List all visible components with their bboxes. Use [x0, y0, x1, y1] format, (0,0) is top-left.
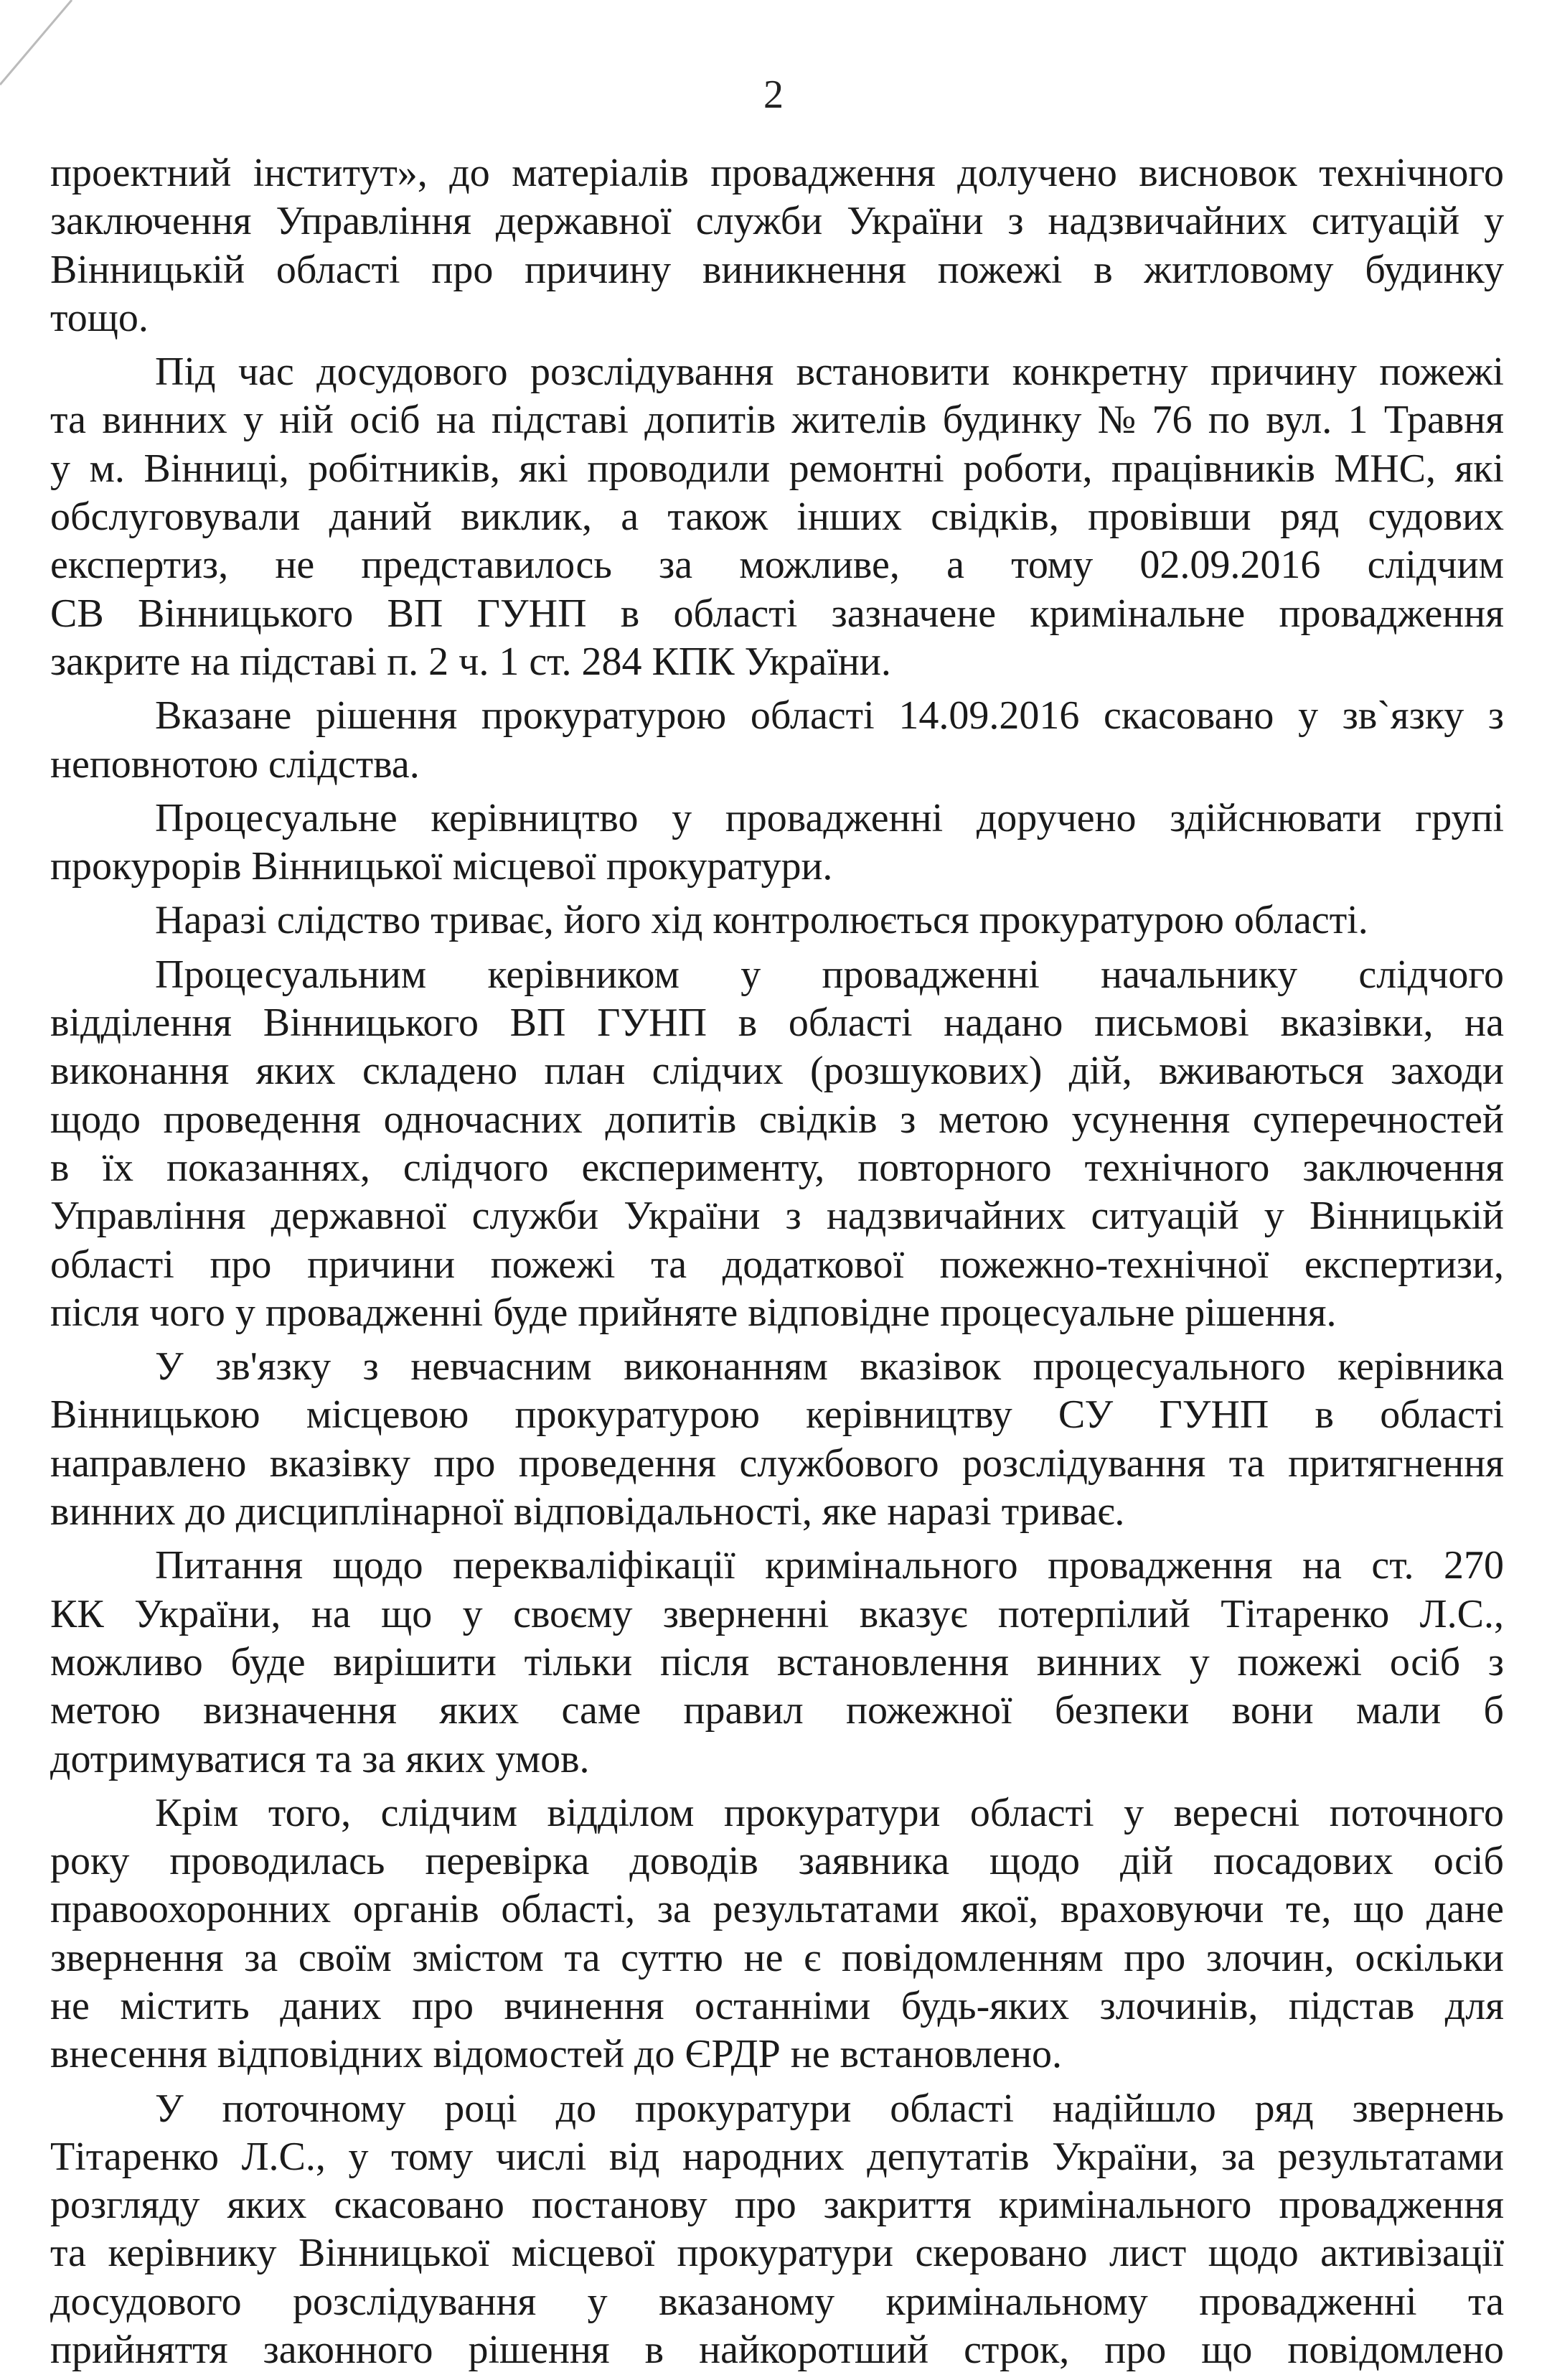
text-line-content: Під час досудового розслідування встановити конкретну причину пожежі	[155, 350, 1504, 395]
paragraph	[50, 1343, 1504, 1536]
text-line	[50, 493, 1504, 541]
text-line-content: СВ Вінницького ВП ГУНП в області зазначене кримінальне провадження	[50, 591, 1504, 636]
text-line	[50, 1343, 1504, 1391]
text-line	[50, 1590, 1504, 1639]
text-line	[50, 2326, 1504, 2374]
text-line	[50, 348, 1504, 396]
paragraph	[50, 896, 1504, 945]
text-line	[50, 294, 1504, 342]
text-line-content: та керівнику Вінницької місцевої прокуратури скеровано лист щодо активізації	[50, 2231, 1504, 2276]
text-line-content: обслуговували даний виклик, а також інших свідків, провівши ряд судових	[50, 495, 1504, 540]
text-line	[50, 2133, 1504, 2181]
text-line-content: експертиз, не представилось за можливе, а тому 02.09.2016 слідчим	[50, 543, 1504, 588]
text-line-content: звернення за своїм змістом та суттю не є повідомленням про злочин, оскільки	[50, 1935, 1504, 1980]
text-line-content: та винних у ній осіб на підставі допитів жителів будинку № 76 по вул. 1 Травня	[50, 398, 1504, 443]
text-line	[50, 1687, 1504, 1735]
text-line	[50, 896, 1504, 945]
text-line	[50, 2030, 1504, 2079]
text-line	[50, 1639, 1504, 1687]
text-line-content: Управління державної служби України з надзвичайних ситуацій у Вінницькій	[50, 1194, 1504, 1239]
text-line-content: року проводилась перевірка доводів заявника щодо дій посадових осіб	[50, 1839, 1504, 1884]
text-line-content: дотримуватися та за яких умов.	[50, 1736, 590, 1781]
text-line-content: Вказане рішення прокуратурою області 14.09.2016 скасовано у зв`язку з	[155, 693, 1504, 739]
text-line-content: неповнотою слідства.	[50, 741, 420, 787]
text-line	[50, 246, 1504, 294]
text-line	[50, 197, 1504, 245]
text-line	[50, 396, 1504, 444]
text-line	[50, 1144, 1504, 1192]
text-line	[50, 2181, 1504, 2229]
paragraph	[50, 1789, 1504, 2079]
text-line-content: не містить даних про вчинення останніми будь-яких злочинів, підстав для	[50, 1983, 1504, 2028]
text-line	[50, 1289, 1504, 1337]
text-line	[50, 999, 1504, 1047]
text-line-content: Тітаренко Л.С., у тому числі від народних депутатів України, за результатами	[50, 2134, 1504, 2179]
paragraph	[50, 2085, 1504, 2375]
text-line-content: проектний інститут», до матеріалів провадження долучено висновок технічного	[50, 151, 1504, 195]
page-number: 2	[763, 72, 784, 117]
text-line	[50, 1047, 1504, 1095]
text-line	[50, 2085, 1504, 2133]
text-line	[50, 1837, 1504, 1885]
text-line	[50, 1885, 1504, 1934]
text-line	[50, 951, 1504, 999]
text-line-content: закрите на підставі п. 2 ч. 1 ст. 284 КПК України.	[50, 639, 891, 684]
text-line	[50, 1391, 1504, 1439]
text-line-content: в їх показаннях, слідчого експерименту, повторного технічного заключення	[50, 1145, 1504, 1190]
text-line	[50, 692, 1504, 740]
text-line-content: У поточному році до прокуратури області надійшло ряд звернень	[155, 2086, 1504, 2131]
text-line	[50, 1096, 1504, 1144]
text-line-content: Процесуальним керівником у провадженні начальнику слідчого	[155, 952, 1504, 997]
text-line-content: області про причини пожежі та додаткової пожежно-технічної експертизи,	[50, 1242, 1504, 1287]
text-line-content: метою визначення яких саме правил пожежної безпеки вони мали б	[50, 1688, 1504, 1733]
text-line-content: У зв'язку з невчасним виконанням вказівок процесуального керівника	[155, 1344, 1504, 1390]
text-line	[50, 1982, 1504, 2030]
letter-body	[50, 149, 1504, 2380]
text-line-content: досудового розслідування у вказаному кримінальному провадженні та	[50, 2279, 1504, 2324]
text-line	[50, 1934, 1504, 1982]
text-line-content: можливо буде вирішити тільки після встановлення винних у пожежі осіб з	[50, 1639, 1504, 1685]
text-line-content: Крім того, слідчим відділом прокуратури області у вересні поточного	[155, 1790, 1504, 1835]
text-line	[50, 149, 1504, 197]
text-line-content: винних до дисциплінарної відповідальності, яке наразі триває.	[50, 1489, 1125, 1535]
text-line-content: Вінницькій області про причину виникнення пожежі в житловому будинку	[50, 247, 1504, 292]
paragraph	[50, 795, 1504, 891]
text-line	[50, 2229, 1504, 2277]
paragraph	[50, 348, 1504, 686]
text-line-content: відділення Вінницького ВП ГУНП в області надано письмові вказівки, на	[50, 1001, 1504, 1046]
text-line	[50, 1241, 1504, 1289]
paragraph	[50, 149, 1504, 342]
text-line	[50, 541, 1504, 589]
text-line	[50, 1735, 1504, 1784]
text-line-content: тощо.	[50, 295, 149, 340]
text-line-content: правоохоронних органів області, за результатами якої, враховуючи те, що дане	[50, 1887, 1504, 1932]
text-line-content: Питання щодо перекваліфікації кримінального провадження на ст. 270	[155, 1543, 1504, 1588]
text-line	[50, 1789, 1504, 1837]
text-line-content: щодо проведення одночасних допитів свідків з метою усунення суперечностей	[50, 1097, 1504, 1142]
text-line-content: Процесуальне керівництво у провадженні доручено здійснювати групі	[155, 795, 1504, 840]
text-line	[50, 1192, 1504, 1240]
paragraph	[50, 692, 1504, 789]
text-line-content: направлено вказівку про проведення службового розслідування та притягнення	[50, 1440, 1504, 1486]
text-line	[50, 843, 1504, 891]
paragraph	[50, 1542, 1504, 1783]
text-line-content: внесення відповідних відомостей до ЄРДР не встановлено.	[50, 2032, 1063, 2077]
text-line	[50, 1440, 1504, 1488]
text-line-content: прокурорів Вінницької місцевої прокуратури.	[50, 844, 833, 889]
text-line	[50, 590, 1504, 638]
text-line	[50, 445, 1504, 493]
text-line-content: прийняття законного рішення в найкоротший строк, про що повідомлено	[50, 2328, 1504, 2373]
text-line-content: після чого у провадженні буде прийняте відповідне процесуальне рішення.	[50, 1290, 1337, 1335]
text-line	[50, 741, 1504, 789]
text-line-content: Вінницькою місцевою прокуратурою керівництву СУ ГУНП в області	[50, 1392, 1504, 1438]
text-line-content: розгляду яких скасовано постанову про закриття кримінального провадження	[50, 2183, 1504, 2228]
text-line	[50, 638, 1504, 686]
text-line	[50, 1488, 1504, 1536]
text-line-content: виконання яких складено план слідчих (розшукових) дій, вживаються заходи	[50, 1049, 1504, 1094]
text-line-content: КК України, на що у своєму зверненні вказує потерпілий Тітаренко Л.С.,	[50, 1591, 1504, 1636]
text-line-content: у м. Вінниці, робітників, які проводили ремонтні роботи, працівників МНС, які	[50, 446, 1504, 491]
text-line	[50, 2278, 1504, 2326]
text-line-content: Наразі слідство триває, його хід контролюється прокуратурою області.	[155, 898, 1368, 943]
paragraph	[50, 951, 1504, 1337]
text-line	[50, 1542, 1504, 1590]
text-line-content: заключення Управління державної служби України з надзвичайних ситуацій у	[50, 199, 1504, 244]
text-line	[50, 795, 1504, 843]
